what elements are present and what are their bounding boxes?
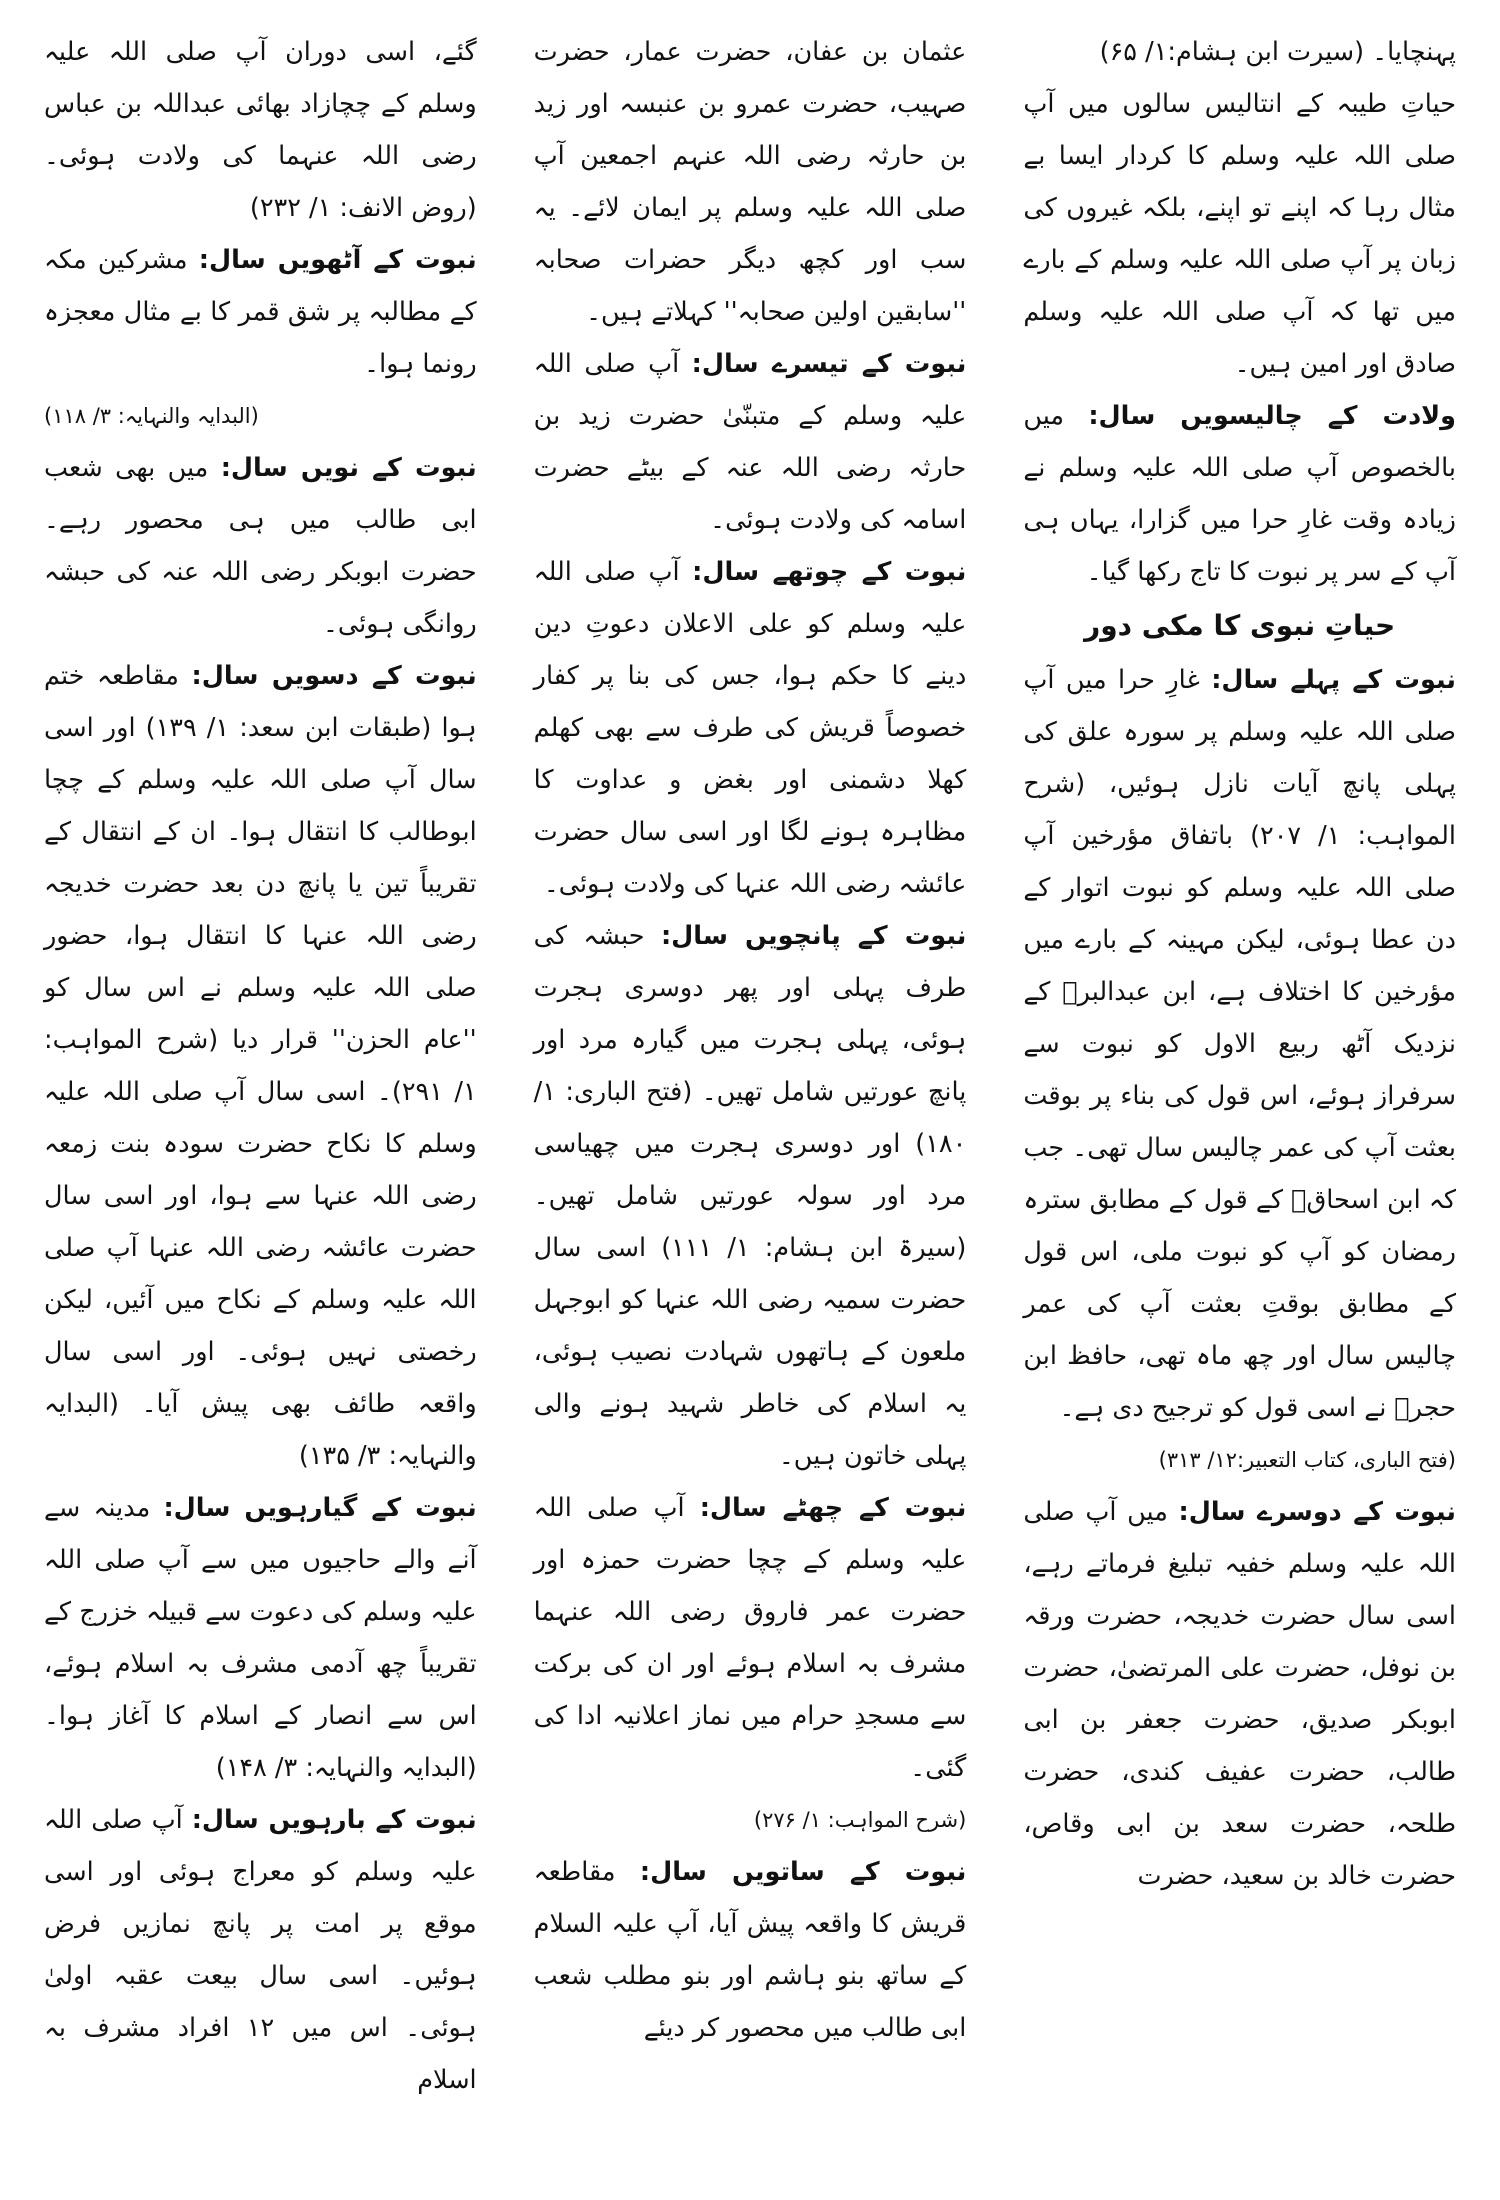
reference-citation: (البدایہ والنہایہ: ۳/ ۱۱۸) xyxy=(43,404,259,428)
column-left xyxy=(34,26,487,2180)
section-body: حبشہ کی طرف پہلی اور پھر دوسری ہجرت ہوئی، پہلی ہجرت میں گیارہ مرد اور پانچ عورتیں شامل تھیں۔ (فتح الباری: ۱/ ۱۸۰) اور دوسری ہجرت میں چھیاسی مرد اور سولہ عورتیں شامل تھیں۔ (سیرۃ ابن ہشام: ۱/ ۱۱۱) اسی سال حضرت سمیہ رضی اللہ عنہا کو ابوجہل ملعون کے ہاتھوں شہادت نصیب ہوئی، یہ اسلام کی خاطر شہید ہونے والی پہلی خاتون ہیں۔ xyxy=(533,921,967,1471)
column-gutter xyxy=(976,26,1013,2180)
section-heading: ولادت کے چالیسویں سال: xyxy=(1088,401,1457,431)
paragraph-sixth-year xyxy=(534,1482,967,1794)
paragraph-ninth-year xyxy=(44,442,477,650)
section-heading: نبوت کے دوسرے سال: xyxy=(1178,1497,1456,1527)
section-body: آپ صلی اللہ علیہ وسلم کے متبنّیٰ حضرت زید بن حارثہ رضی اللہ عنہ کے بیٹے حضرت اسامہ کی ولادت ہوئی۔ xyxy=(533,349,967,535)
section-body: مشرکین مکہ کے مطالبہ پر شق قمر کا بے مثال معجزہ رونما ہوا۔ xyxy=(43,245,477,379)
column-right xyxy=(1013,26,1466,2180)
paragraph-fifth-year xyxy=(534,910,967,1482)
section-heading: نبوت کے پہلے سال: xyxy=(1211,665,1456,695)
subheading-makki-period: حیاتِ نبوی کا مکی دور xyxy=(1084,609,1396,642)
paragraph-third-year xyxy=(534,338,967,546)
paragraph-fourth-year xyxy=(534,546,967,910)
section-body: مقاطعہ قریش کا واقعہ پیش آیا، آپ علیہ السلام کے ساتھ بنو ہاشم اور بنو مطلب شعب ابی طالب میں محصور کر دیئے xyxy=(533,1857,967,2043)
section-body: میں بھی شعب ابی طالب میں ہی محصور رہے۔ حضرت ابوبکر رضی اللہ عنہ کی حبشہ روانگی ہوئی۔ xyxy=(43,453,477,639)
paragraph-twelfth-year xyxy=(44,1794,477,2106)
paragraph-intro-reference: پہنچایا۔ (سیرت ابن ہشام:۱/ ۶۵) xyxy=(1099,37,1456,67)
section-body: آپ صلی اللہ علیہ وسلم کے چچا حضرت حمزہ اور حضرت عمر فاروق رضی اللہ عنہما مشرف بہ اسلام ہوئے اور ان کی برکت سے مسجدِ حرام میں نماز اعلانیہ ادا کی گئی۔ xyxy=(533,1493,967,1783)
section-heading: نبوت کے آٹھویں سال: xyxy=(198,245,477,275)
reference-citation: (فتح الباری، کتاب التعبیر:۱۲/ ۳۱۳) xyxy=(1158,1448,1456,1472)
section-heading: نبوت کے تیسرے سال: xyxy=(691,349,967,379)
section-heading: نبوت کے دسویں سال: xyxy=(191,661,477,691)
paragraph-first-year xyxy=(1023,654,1456,1434)
section-heading: نبوت کے بارہویں سال: xyxy=(191,1805,477,1835)
paragraph-tenth-year xyxy=(44,650,477,1482)
article-columns xyxy=(34,26,1466,2180)
paragraph-character: حیاتِ طیبہ کے انتالیس سالوں میں آپ صلی اللہ علیہ وسلم کا کردار ایسا بے مثال رہا کہ اپنے تو اپنے، بلکہ غیروں کی زبان پر آپ صلی اللہ علیہ وسلم کے بارے میں تھا کہ آپ صلی اللہ علیہ وسلم صادق اور امین ہیں۔ xyxy=(1023,89,1456,379)
section-heading: نبوت کے ساتویں سال: xyxy=(639,1857,967,1887)
section-body: میں آپ صلی اللہ علیہ وسلم خفیہ تبلیغ فرماتے رہے، اسی سال حضرت خدیجہ، حضرت ورقہ بن نوفل، حضرت علی المرتضیٰ، حضرت ابوبکر صدیق، حضرت جعفر بن ابی طالب، حضرت عفیف کندی، حضرت طلحہ، حضرت سعد بن ابی وقاص، حضرت خالد بن سعید، حضرت xyxy=(1023,1497,1456,1891)
paragraph-second-year xyxy=(1023,1486,1456,1902)
section-body: مدینہ سے آنے والے حاجیوں میں سے آپ صلی اللہ علیہ وسلم کی دعوت سے قبیلہ خزرج کے تقریباً چھ آدمی مشرف بہ اسلام ہوئے، اس سے انصار کے اسلام کا آغاز ہوا۔ (البدایہ والنہایہ: ۳/ ۱۴۸) xyxy=(43,1493,477,1783)
section-body: غارِ حرا میں آپ صلی اللہ علیہ وسلم پر سورہ علق کی پہلی پانچ آیات نازل ہوئیں، (شرح المواہب: ۱/ ۲۰۷) باتفاق مؤرخین آپ صلی اللہ علیہ وسلم کو نبوت اتوار کے دن عطا ہوئی، لیکن مہینہ کے بارے میں مؤرخین کا اختلاف ہے، ابن عبدالبرؒ کے نزدیک آٹھ ربیع الاول کو نبوت سے سرفراز ہوئے، اس قول کی بناء پر بوقت بعثت آپ کی عمر چالیس سال تھی۔ جب کہ ابن اسحاقؒ کے قول کے مطابق سترہ رمضان کو آپ کو نبوت ملی، اس قول کے مطابق بوقتِ بعثت آپ کی عمر چالیس سال اور چھ ماہ تھی، حافظ ابن حجرؒ نے اسی قول کو ترجیح دی ہے۔ xyxy=(1023,665,1456,1423)
paragraph-fortieth-year xyxy=(1023,390,1456,598)
paragraph-seventh-year xyxy=(534,1846,967,2054)
paragraph-early-companions: عثمان بن عفان، حضرت عمار، حضرت صہیب، حضرت عمرو بن عنبسہ اور زید بن حارثہ رضی اللہ عنہم اجمعین آپ صلی اللہ علیہ وسلم پر ایمان لائے۔ یہ سب اور کچھ دیگر حضرات صحابہ ''سابقین اولین صحابہ'' کہلاتے ہیں۔ xyxy=(533,37,967,327)
paragraph-eighth-year xyxy=(44,234,477,390)
paragraph-eleventh-year xyxy=(44,1482,477,1794)
section-heading: نبوت کے گیارہویں سال: xyxy=(163,1493,477,1523)
section-heading: نبوت کے چھٹے سال: xyxy=(699,1493,967,1523)
section-body: آپ صلی اللہ علیہ وسلم کو معراج ہوئی اور اسی موقع پر امت پر پانچ نمازیں فرض ہوئیں۔ اسی سال بیعت عقبہ اولیٰ ہوئی۔ اس میں ۱۲ افراد مشرف بہ اسلام xyxy=(43,1805,477,2095)
column-middle xyxy=(524,26,977,2180)
column-gutter xyxy=(487,26,524,2180)
section-heading: نبوت کے پانچویں سال: xyxy=(660,921,967,951)
reference-citation: (شرح المواہب: ۱/ ۲۷۶) xyxy=(753,1808,967,1832)
section-body: مقاطعہ ختم ہوا (طبقات ابن سعد: ۱/ ۱۳۹) اور اسی سال آپ صلی اللہ علیہ وسلم کے چچا ابوطالب کا انتقال ہوا۔ ان کے انتقال کے تقریباً تین یا پانچ دن بعد حضرت خدیجہ رضی اللہ عنہا کا انتقال ہوا، حضور صلی اللہ علیہ وسلم نے اس سال کو ''عام الحزن'' قرار دیا (شرح المواہب: ۱/ ۲۹۱)۔ اسی سال آپ صلی اللہ علیہ وسلم کا نکاح حضرت سودہ بنت زمعہ رضی اللہ عنہا سے ہوا، اور اسی سال حضرت عائشہ رضی اللہ عنہا آپ صلی اللہ علیہ وسلم کے نکاح میں آئیں، لیکن رخصتی نہیں ہوئی۔ اور اسی سال واقعہ طائف بھی پیش آیا۔ (البدایہ والنہایہ: ۳/ ۱۳۵) xyxy=(43,661,477,1471)
section-body: میں بالخصوص آپ صلی اللہ علیہ وسلم نے زیادہ وقت غارِ حرا میں گزارا، یہاں ہی آپ کے سر پر نبوت کا تاج رکھا گیا۔ xyxy=(1023,401,1456,587)
section-heading: نبوت کے نویں سال: xyxy=(220,453,477,483)
section-body: آپ صلی اللہ علیہ وسلم کو علی الاعلان دعوتِ دین دینے کا حکم ہوا، جس کی بنا پر کفار خصوصاً قریش کی طرف سے بھی کھلم کھلا دشمنی اور بغض و عداوت کا مظاہرہ ہونے لگا اور اسی سال حضرت عائشہ رضی اللہ عنہا کی ولادت ہوئی۔ xyxy=(533,557,967,899)
section-heading: نبوت کے چوتھے سال: xyxy=(692,557,967,587)
paragraph-continuation: گئے، اسی دوران آپ صلی اللہ علیہ وسلم کے چچازاد بھائی عبداللہ بن عباس رضی اللہ عنہما کی ولادت ہوئی۔ (روض الانف: ۱/ ۲۳۲) xyxy=(43,37,477,223)
